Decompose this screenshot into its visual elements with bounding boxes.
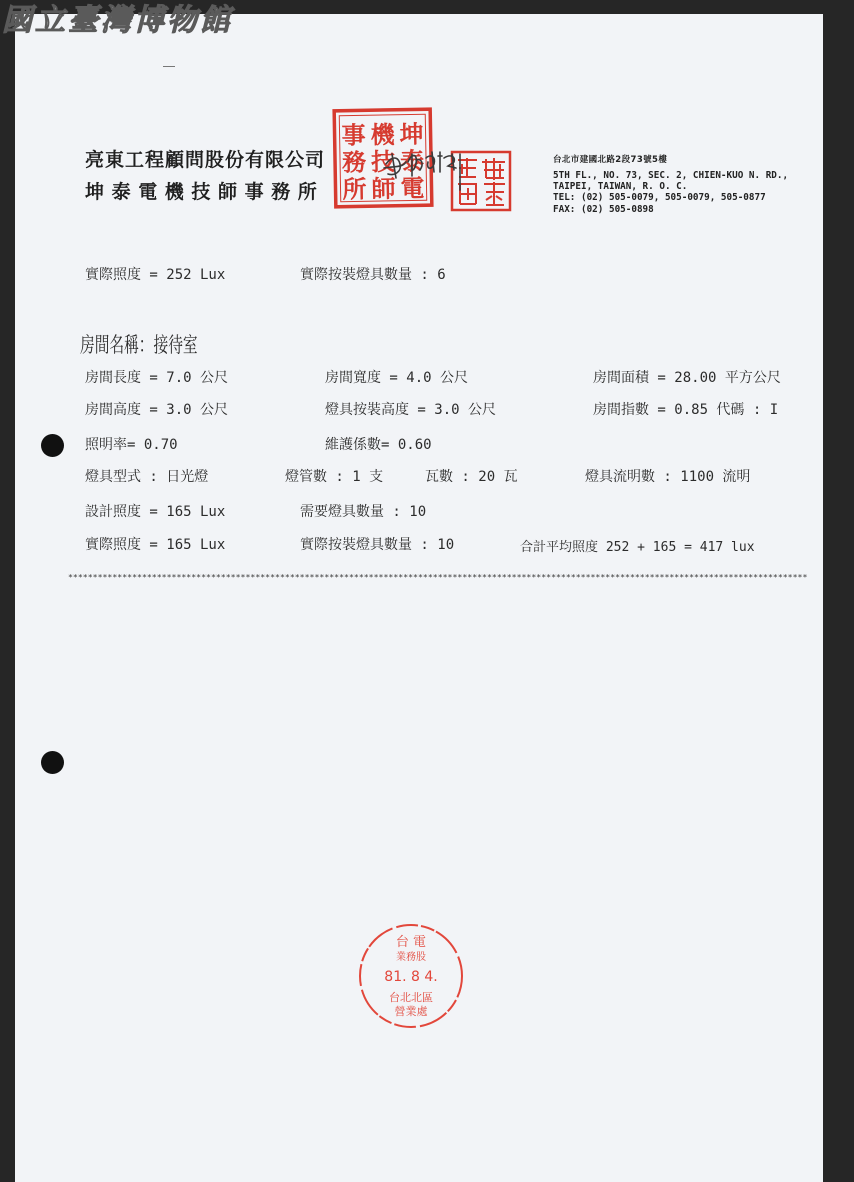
seal-char: 技 bbox=[370, 146, 396, 177]
signature-strokes bbox=[384, 152, 460, 190]
seal-char: 坤 bbox=[399, 119, 424, 149]
address-chinese: 台北市建國北路2段73號5樓 bbox=[553, 155, 668, 165]
room-width: 房間寬度 = 4.0 公尺 bbox=[325, 370, 469, 386]
combined-average-illuminance: 合計平均照度 252 + 165 = 417 lux bbox=[520, 540, 755, 555]
previous-actual-fixture-count: 實際按裝燈具數量 : 6 bbox=[300, 267, 446, 283]
required-fixture-count: 需要燈具數量 : 10 bbox=[300, 504, 427, 520]
postmark-line4: 台北北區 bbox=[389, 991, 433, 1004]
maintenance-factor: 維護係數= 0.60 bbox=[325, 437, 432, 453]
punch-hole-upper bbox=[41, 434, 64, 457]
actual-fixture-count: 實際按裝燈具數量 : 10 bbox=[300, 537, 455, 553]
tube-count: 燈管數 : 1 支 bbox=[285, 469, 384, 485]
postmark-stamp bbox=[355, 920, 467, 1032]
actual-illuminance: 實際照度 = 165 Lux bbox=[85, 537, 226, 553]
address-english-line1: 5TH FL., NO. 73, SEC. 2, CHIEN-KUO N. RD., bbox=[553, 170, 789, 181]
office-name: 坤泰電機技師事務所 bbox=[85, 181, 325, 203]
previous-actual-illuminance: 實際照度 = 252 Lux bbox=[85, 267, 226, 283]
company-name: 亮東工程顧問股份有限公司 bbox=[85, 149, 326, 171]
asterisk-separator: ****************************************************************************************************************************************************** bbox=[68, 572, 808, 582]
seal-char: 所 bbox=[342, 174, 367, 204]
seal-char: 電 bbox=[400, 173, 425, 203]
design-illuminance: 設計照度 = 165 Lux bbox=[85, 504, 226, 520]
room-name-heading: 房間名稱：接待室 bbox=[80, 333, 198, 357]
handwritten-signature bbox=[382, 142, 472, 194]
wattage: 瓦數 : 20 瓦 bbox=[425, 469, 518, 485]
seal-char: 師 bbox=[371, 173, 396, 204]
address-english-line2: TAIPEI, TAIWAN, R. O. C. bbox=[553, 181, 688, 192]
postmark-line2: 業務股 bbox=[396, 952, 426, 963]
seal-char: 事 bbox=[341, 120, 366, 150]
museum-watermark: 國立臺灣博物館 bbox=[2, 3, 233, 38]
seal-char: 泰 bbox=[399, 146, 425, 176]
room-height: 房間高度 = 3.0 公尺 bbox=[85, 402, 229, 418]
postmark-line5: 營業處 bbox=[394, 1005, 428, 1018]
punch-hole-lower bbox=[41, 751, 64, 774]
scan-mark bbox=[163, 66, 175, 67]
utilization-factor: 照明率= 0.70 bbox=[85, 437, 178, 453]
room-area: 房間面積 = 28.00 平方公尺 bbox=[593, 370, 781, 386]
postmark-date: 81. 8 4. bbox=[384, 969, 438, 985]
fixture-mount-height: 燈具按裝高度 = 3.0 公尺 bbox=[325, 402, 497, 418]
postmark-line1: 台 電 bbox=[395, 935, 427, 950]
fixture-lumens: 燈具流明數 : 1100 流明 bbox=[585, 469, 751, 485]
room-index: 房間指數 = 0.85 代碼 : I bbox=[593, 402, 779, 418]
seal-char: 機 bbox=[370, 119, 395, 150]
room-length: 房間長度 = 7.0 公尺 bbox=[85, 370, 229, 386]
seal-char: 務 bbox=[341, 147, 367, 177]
fax: FAX: (02) 505-0898 bbox=[553, 204, 654, 215]
fixture-type: 燈具型式 : 日光燈 bbox=[85, 469, 209, 485]
telephone: TEL: (02) 505-0079, 505-0079, 505-0877 bbox=[553, 192, 766, 203]
